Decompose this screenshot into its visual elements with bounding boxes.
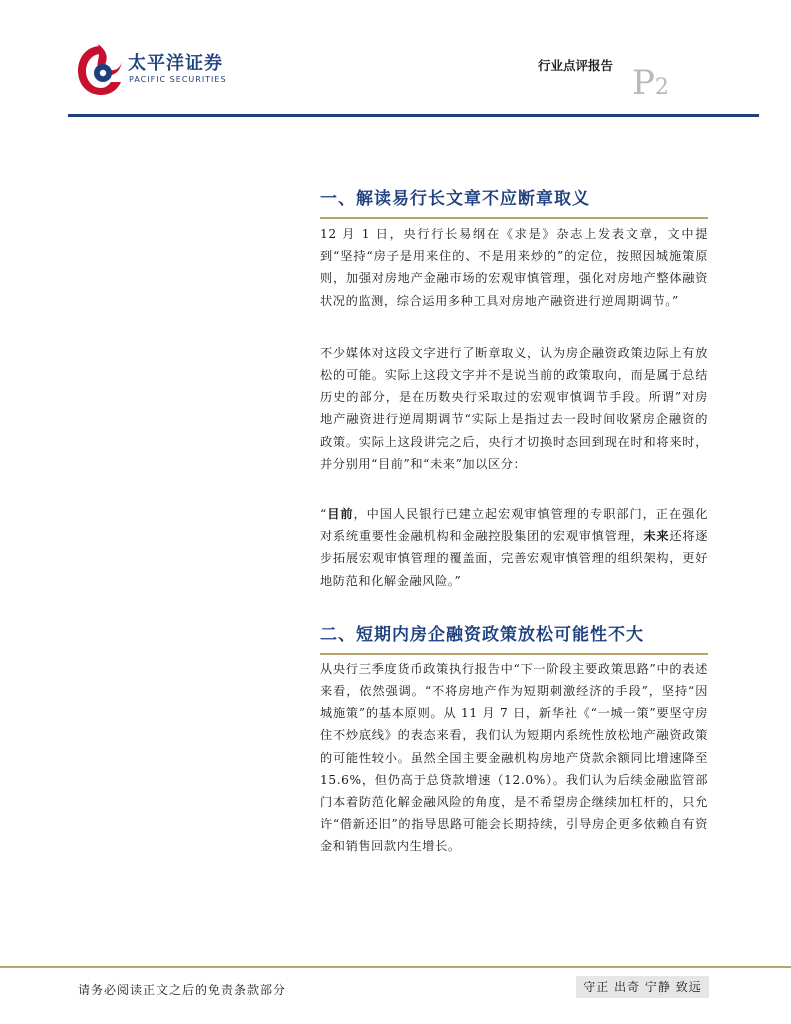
section-1-paragraph-1: 12 月 1 日，央行行长易纲在《求是》杂志上发表文章，文中提到“坚持“房子是用来住的、不是用来炒的”的定位，按照因城施策原则，加强对房地产金融市场的宏观审慎管理，强化对房地产整体融资状况的监测，综合运用多种工具对房地产融资进行逆周期调节。” [320, 227, 708, 308]
pacific-securities-logo-icon [76, 42, 126, 98]
section-1-quote [320, 503, 708, 592]
section-2-title: 二、短期内房企融资政策放松可能性不大 [320, 624, 644, 645]
footer-divider [0, 966, 791, 968]
page-digit: 2 [654, 75, 669, 100]
section-1-paragraph-2: 不少媒体对这段文字进行了断章取义，认为房企融资政策边际上有放松的可能。实际上这段文字并不是说当前的政策取向，而是属于总结历史的部分，是在历数央行采取过的宏观审慎调节手段。所谓”对房地产融资进行逆周期调节“实际上是指过去一段时间收紧房企融资的政策。实际上这段讲完之后，央行才切换时态回到现在时和将来时，并分别用“目前”和“未来”加以区分： [320, 345, 708, 471]
page-letter: P [632, 63, 655, 103]
quote-keyword-future: 未来 [643, 529, 670, 544]
report-type-label: 行业点评报告 [538, 58, 614, 73]
section-2-paragraph-1: 从央行三季度货币政策执行报告中“下一阶段主要政策思路”中的表述来看，依然强调。“不将房地产作为短期刺激经济的手段”，坚持“因城施策”的基本原则。从 11 月 7 日，新华社《“一城一策”要坚守房住不炒底线》的表态来看，我们认为短期内系统性放松地产融资政策的可能性较小。虽然全国主要金融机构房地产贷款余额同比增速降至 15.6%，但仍高于总贷款增速（12.0%）。我们认为后续金融监管部门本着防范化解金融风险的角度，是不希望房企继续加杠杆的，只允许“借新还旧”的指导思路可能会长期持续，引导房企更多依赖自有资金和销售回款内生增长。 [320, 661, 708, 854]
quote-text-present: ，中国人民银行已建立起宏观审慎管理的专职部门，正在强化对系统重要性金融机构和金融控股集团的宏观审慎管理， [320, 507, 709, 544]
company-motto: 守正 出奇 宁静 致远 [576, 976, 709, 998]
logo-english-name: PACIFIC SECURITIES [129, 75, 227, 84]
quote-open-mark: “ [320, 507, 327, 522]
company-logo [76, 42, 236, 98]
quote-keyword-present: 目前 [326, 507, 354, 522]
disclaimer-notice: 请务必阅读正文之后的免责条款部分 [78, 983, 287, 997]
page-number [632, 63, 669, 103]
section-1-title: 一、解读易行长文章不应断章取义 [320, 189, 590, 209]
report-body [320, 186, 708, 858]
header-divider [68, 114, 759, 117]
logo-chinese-name: 太平洋证券 [128, 53, 223, 74]
quote-text-future: 还将逐步拓展宏观审慎管理的覆盖面，完善宏观审慎管理的组织架构，更好地防范和化解金融风险。” [320, 529, 709, 588]
